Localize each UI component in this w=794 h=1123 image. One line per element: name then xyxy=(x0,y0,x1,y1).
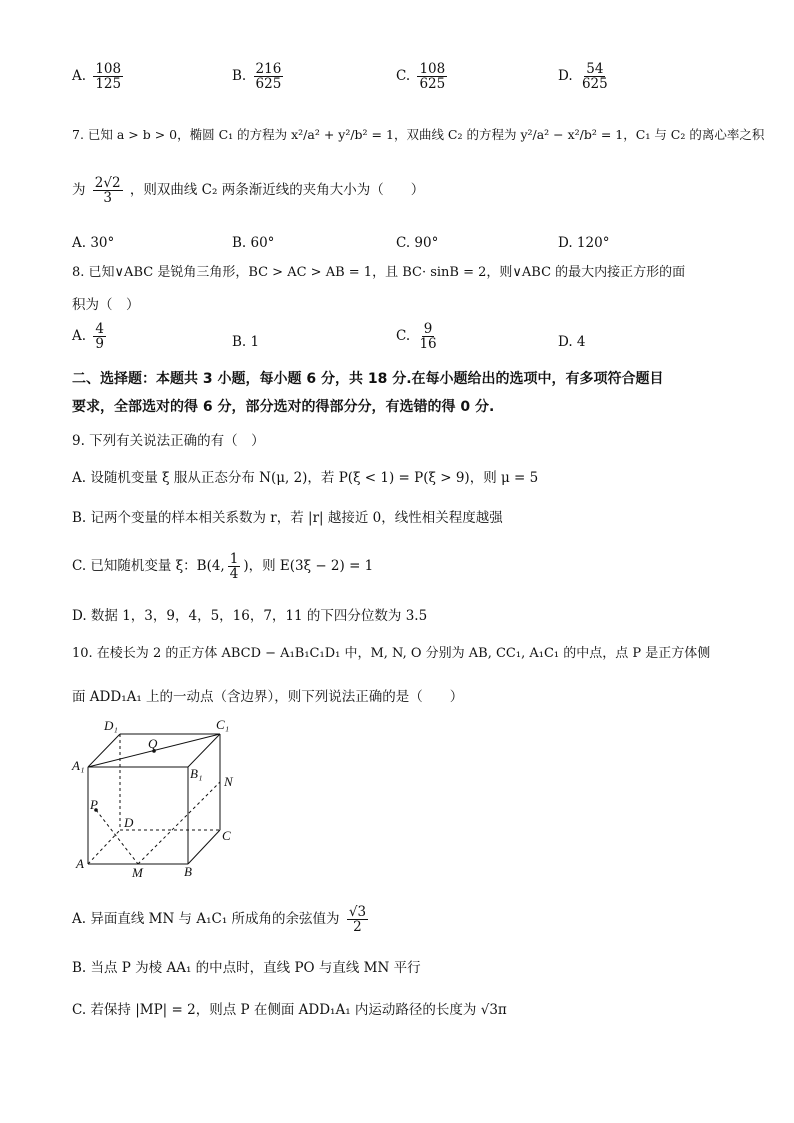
q8-option-d: D. 4 xyxy=(558,334,586,350)
q8-option-a: A. $\frac{4}{9}$ xyxy=(72,321,104,353)
q10-stem-line1: 10. 在棱长为 2 的正方体 ABCD − A₁B₁C₁D₁ 中，M, N, O 分别为 AB, CC₁, A₁C₁ 的中点，点 P 是正方体侧 xyxy=(72,646,711,661)
q10-stem-line2: 面 ADD₁A₁ 上的一动点（含边界），则下列说法正确的是（ ） xyxy=(72,689,464,705)
q8-stem-line1: 8. 已知∨ABC 是锐角三角形，BC > AC > AB = 1，且 BC· sinB = 2，则∨ABC 的最大内接正方形的面 xyxy=(72,265,686,280)
q9-option-d: D. 数据 1，3，9，4，5，16，7，11 的下四分位数为 3.5 xyxy=(72,608,428,624)
q7-option-a: A. 30° xyxy=(72,235,115,251)
q9-stem: 9. 下列有关说法正确的有（ ） xyxy=(72,433,265,449)
label-a1: A₁ xyxy=(72,758,85,773)
q6-option-c: C. $\frac{108}{625}$ xyxy=(396,61,446,93)
label-b1: B₁ xyxy=(190,766,203,781)
q6-option-a: A. $\frac{108}{125}$ xyxy=(72,61,122,93)
q9-option-c: C. 已知随机变量 ξ：B(4, $\frac{1}{4}$ )，则 E(3ξ − 2) = 1 xyxy=(72,551,374,583)
q8-option-b: B. 1 xyxy=(232,334,260,350)
label-b: B xyxy=(184,864,192,879)
cube-figure xyxy=(68,712,248,882)
q7-stem-line2: 为 $\frac{2√2}{3}$ ，则双曲线 C₂ 两条渐近线的夹角大小为（ ） xyxy=(72,175,425,207)
section2-instructions-line1: 二、选择题：本题共 3 小题，每小题 6 分，共 18 分.在每小题给出的选项中，有多项符合题目 xyxy=(72,371,664,387)
label-d1: D₁ xyxy=(104,718,118,733)
label-c: C xyxy=(222,828,231,843)
q9-option-b: B. 记两个变量的样本相关系数为 r，若 |r| 越接近 0，线性相关程度越强 xyxy=(72,510,503,526)
q6-option-b: B. $\frac{216}{625}$ xyxy=(232,61,282,93)
q10-option-b: B. 当点 P 为棱 AA₁ 的中点时，直线 PO 与直线 MN 平行 xyxy=(72,960,421,976)
q8-option-c: C. $\frac{9}{16}$ xyxy=(396,321,437,353)
label-q: Q xyxy=(148,736,158,751)
label-c1: C₁ xyxy=(216,717,230,732)
q7-option-b: B. 60° xyxy=(232,235,275,251)
q7-option-c: C. 90° xyxy=(396,235,439,251)
label-d: D xyxy=(124,815,134,830)
q6-option-d: D. $\frac{54}{625}$ xyxy=(558,61,608,93)
label-p: P xyxy=(90,797,98,812)
q10-option-c: C. 若保持 |MP| = 2，则点 P 在侧面 ADD₁A₁ 内运动路径的长度为 √3π xyxy=(72,1002,507,1018)
q7-stem-line1: 7. 已知 a > b > 0，椭圆 C₁ 的方程为 x²/a² + y²/b² = 1，双曲线 C₂ 的方程为 y²/a² − x²/b² = 1，C₁ 与 C₂ 的离心率之积 xyxy=(72,127,765,142)
label-n: N xyxy=(224,774,233,789)
q7-option-d: D. 120° xyxy=(558,235,610,251)
label-a: A xyxy=(76,856,84,871)
label-m: M xyxy=(132,865,143,880)
q8-stem-line2: 积为（ ） xyxy=(72,297,140,313)
section2-instructions-line2: 要求，全部选对的得 6 分，部分选对的得部分分，有选错的得 0 分. xyxy=(72,399,495,415)
q9-option-a: A. 设随机变量 ξ 服从正态分布 N(μ, 2)，若 P(ξ < 1) = P(ξ > 9)，则 μ = 5 xyxy=(72,470,539,486)
q10-option-a: A. 异面直线 MN 与 A₁C₁ 所成角的余弦值为 $\frac{√3}{2}$ xyxy=(72,904,367,936)
